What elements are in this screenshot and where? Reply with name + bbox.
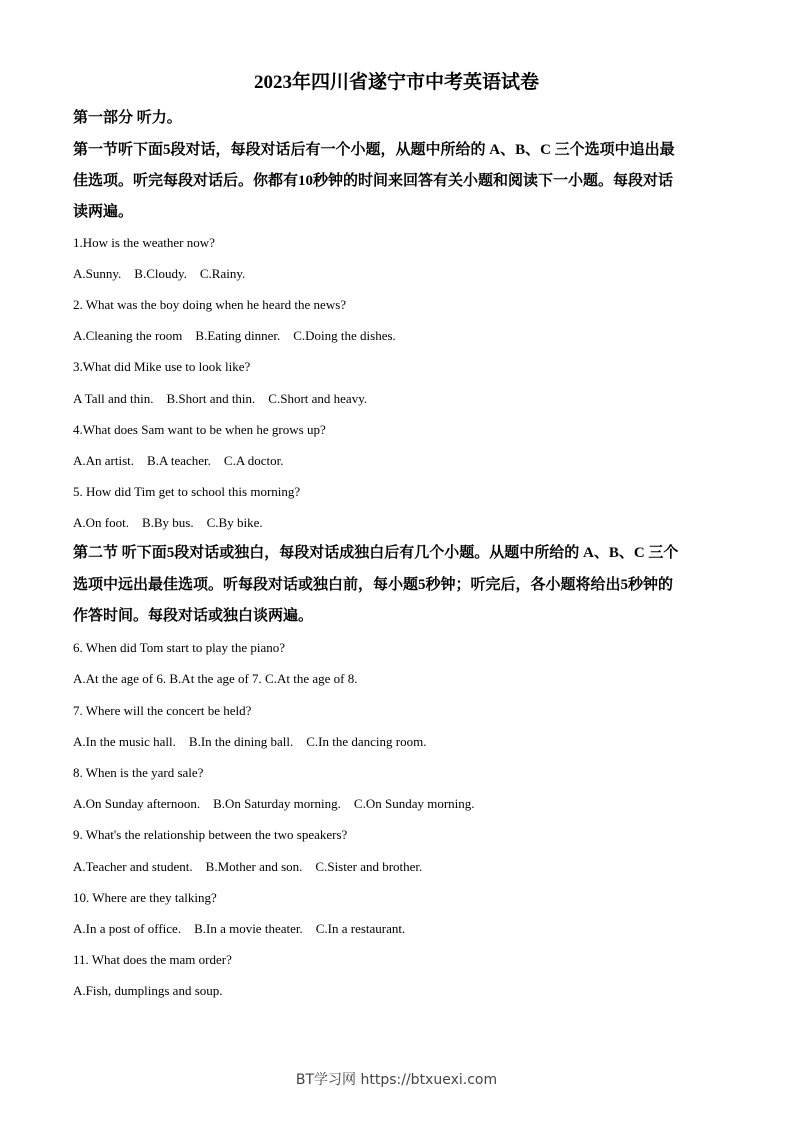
section1-instruction-line-2: 佳选项。听完每段对话后。你都有10秒钟的时间来回答有关小题和阅读下一小题。每段对话 (73, 173, 674, 189)
question-3: 3.What did Mike use to look like? (73, 359, 251, 374)
question-5-options: A.On foot. B.By bus. C.By bike. (73, 515, 263, 530)
question-10: 10. Where are they talking? (73, 890, 217, 905)
question-8: 8. When is the yard sale? (73, 765, 204, 780)
question-7: 7. Where will the concert be held? (73, 703, 252, 718)
question-5: 5. How did Tim get to school this morning? (73, 484, 301, 499)
question-7-options: A.In the music hall. B.In the dining ball. C.In the dancing room. (73, 734, 427, 749)
question-8-options: A.On Sunday afternoon. B.On Saturday morning. C.On Sunday morning. (73, 796, 475, 811)
question-1-options: A.Sunny. B.Cloudy. C.Rainy. (73, 266, 246, 281)
page-title: 2023年四川省遂宁市中考英语试卷 (253, 72, 539, 93)
question-11: 11. What does the mam order? (73, 952, 232, 967)
part1-heading: 第一部分 听力。 (73, 110, 182, 126)
section1-instruction-line-1: 第一节听下面5段对话，每段对话后有一个小题，从题中所给的 A、B、C 三个选项中追出最 (73, 142, 675, 158)
question-9-options: A.Teacher and student. B.Mother and son. C.Sister and brother. (73, 859, 423, 874)
question-4-options: A.An artist. B.A teacher. C.A doctor. (73, 453, 284, 468)
section2-instruction-line-3: 作答时间。每段对话或独白谈两遍。 (73, 608, 314, 624)
question-4: 4.What does Sam want to be when he grows up? (73, 422, 326, 437)
question-9: 9. What's the relationship between the two speakers? (73, 827, 348, 842)
section1-instruction-line-3: 读两遍。 (73, 204, 134, 220)
question-3-options: A Tall and thin. B.Short and thin. C.Short and heavy. (73, 391, 368, 406)
question-6-options: A.At the age of 6. B.At the age of 7. C.At the age of 8. (73, 671, 358, 686)
question-11-options: A.Fish, dumplings and soup. (73, 983, 223, 998)
question-2-options: A.Cleaning the room B.Eating dinner. C.Doing the dishes. (73, 328, 396, 343)
question-2: 2. What was the boy doing when he heard the news? (73, 297, 347, 312)
section2-instruction-line-1: 第二节 听下面5段对话或独白，每段对话成独白后有几个小题。从题中所给的 A、B、C 三个 (73, 545, 679, 561)
question-10-options: A.In a post of office. B.In a movie theater. C.In a restaurant. (73, 921, 406, 936)
question-1: 1.How is the weather now? (73, 235, 215, 250)
question-6: 6. When did Tom start to play the piano? (73, 640, 285, 655)
footer-watermark: BT学习网 https://btxuexi.com (295, 1072, 498, 1088)
section2-instruction-line-2: 选项中远出最佳选项。听每段对话或独白前，每小题5秒钟；听完后，各小题将给出5秒钟的 (73, 577, 674, 593)
